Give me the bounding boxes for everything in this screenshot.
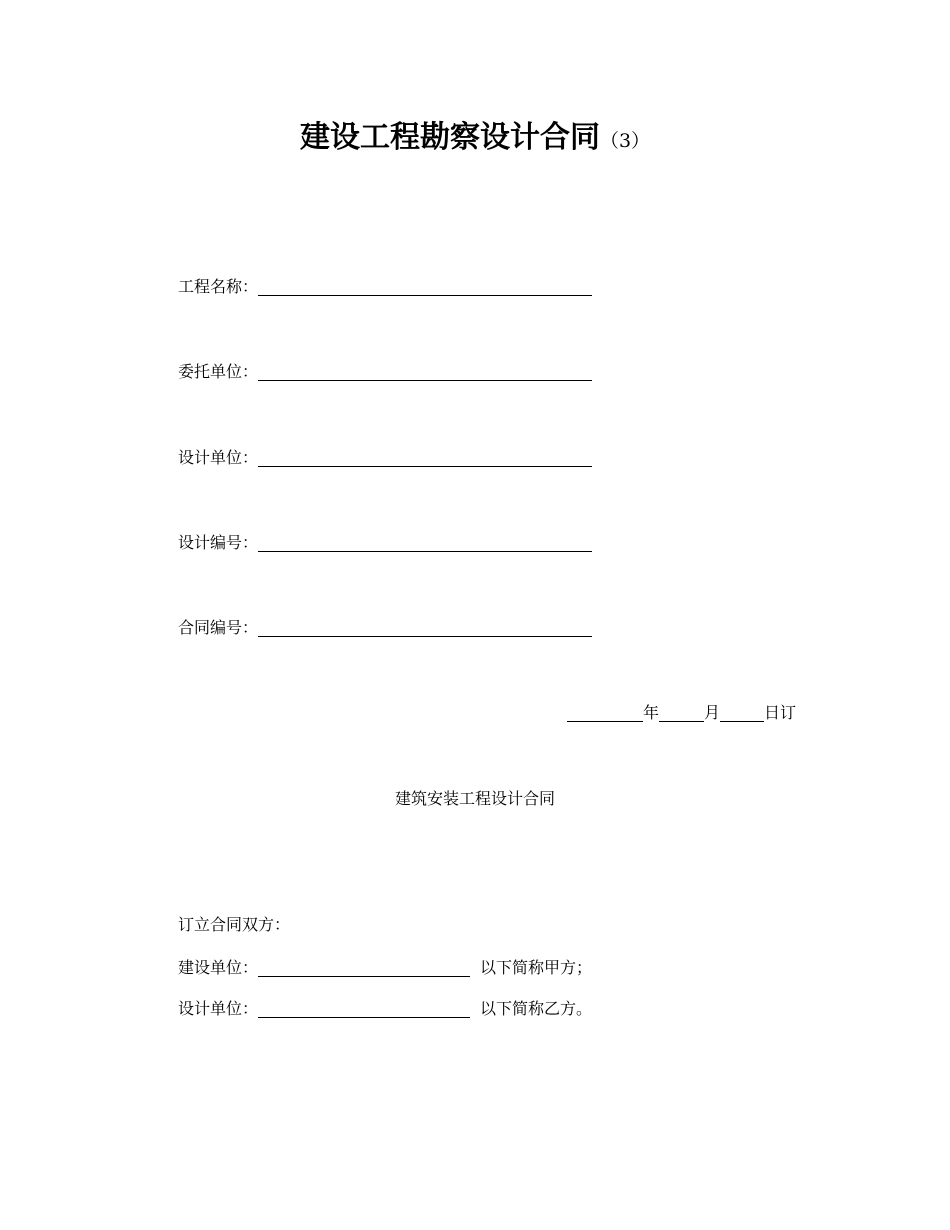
day-blank[interactable] [720, 701, 764, 722]
party-blank-line[interactable] [258, 997, 470, 1018]
field-contract-number [178, 615, 592, 641]
title-suffix: （3） [599, 130, 651, 152]
year-blank[interactable] [567, 701, 643, 722]
party-label: 设计单位： [178, 999, 259, 1018]
field-blank-line[interactable] [258, 360, 592, 381]
field-label: 设计编号： [178, 533, 259, 552]
field-label: 委托单位： [178, 362, 259, 381]
field-label: 合同编号： [178, 618, 259, 637]
document-title [0, 112, 950, 156]
field-label: 工程名称： [178, 277, 259, 296]
field-blank-line[interactable] [258, 531, 592, 552]
party-blank-line[interactable] [258, 956, 470, 977]
contract-subtitle: 建筑安装工程设计合同 [394, 789, 555, 808]
field-project-name [178, 274, 592, 300]
party-suffix: 以下简称乙方。 [480, 999, 593, 1018]
title-main: 建设工程勘察设计合同 [299, 120, 600, 155]
year-label: 年 [643, 703, 660, 722]
field-client-unit [178, 359, 592, 385]
parties-heading: 订立合同双方： [178, 915, 291, 934]
party-b-row [178, 996, 592, 1022]
party-label: 建设单位： [178, 958, 259, 977]
field-blank-line[interactable] [258, 275, 592, 296]
field-blank-line[interactable] [258, 446, 592, 467]
party-suffix: 以下简称甲方； [480, 958, 593, 977]
signing-date [567, 700, 796, 726]
month-label: 月 [704, 703, 721, 722]
field-design-unit [178, 445, 592, 471]
month-blank[interactable] [659, 701, 704, 722]
party-a-row [178, 955, 592, 981]
day-label: 日订 [764, 703, 797, 722]
field-label: 设计单位： [178, 448, 259, 467]
field-design-number [178, 530, 592, 556]
field-blank-line[interactable] [258, 616, 592, 637]
